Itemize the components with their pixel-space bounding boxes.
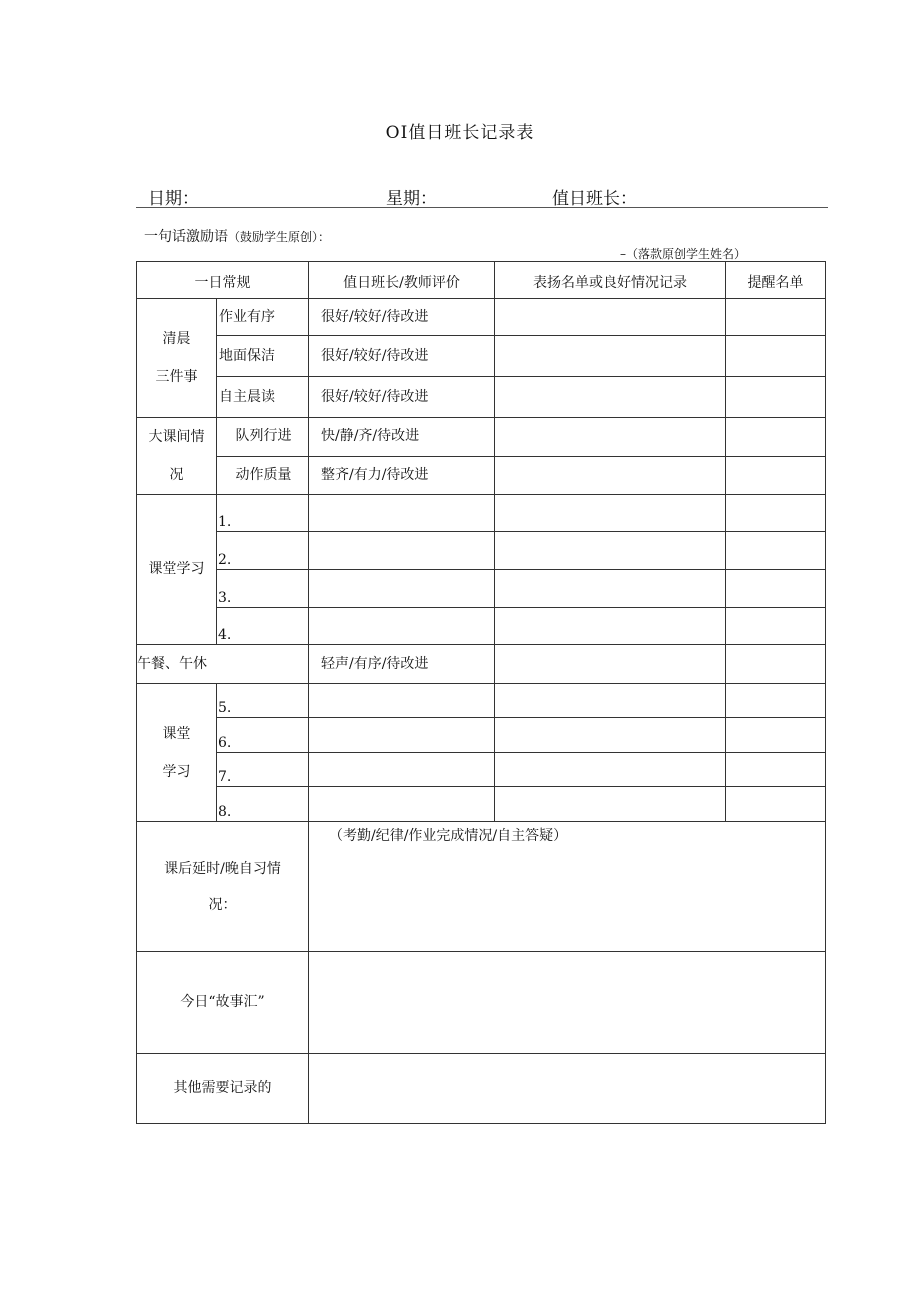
- praise-cell[interactable]: [495, 336, 726, 377]
- item-name: 队列行进: [217, 418, 309, 457]
- motto-hint: （鼓励学生原创）：: [228, 230, 331, 244]
- table-row: [137, 822, 826, 952]
- evaluation-options[interactable]: 快/静/齐/待改进: [309, 418, 495, 457]
- evaluation-cell[interactable]: [309, 570, 495, 608]
- evaluation-cell[interactable]: [309, 608, 495, 645]
- table-row: [137, 718, 826, 753]
- praise-cell[interactable]: [495, 456, 726, 495]
- reminder-cell[interactable]: [726, 299, 826, 336]
- motto-line: [144, 226, 330, 246]
- table-header-row: [137, 262, 826, 299]
- story-label: 今日“故事汇”: [137, 952, 309, 1054]
- reminder-cell[interactable]: [726, 377, 826, 418]
- item-number: 7.: [217, 753, 309, 787]
- evaluation-options[interactable]: 很好/较好/待改进: [309, 377, 495, 418]
- reminder-cell[interactable]: [726, 336, 826, 377]
- reminder-cell[interactable]: [726, 645, 826, 684]
- date-label: 日期：: [148, 189, 199, 209]
- praise-cell[interactable]: [495, 608, 726, 645]
- table-row: [137, 336, 826, 377]
- monitor-label: 值日班长：: [552, 189, 637, 209]
- lunch-label: 午餐、午休: [137, 645, 309, 684]
- evaluation-cell[interactable]: [309, 684, 495, 718]
- praise-cell[interactable]: [495, 718, 726, 753]
- weekday-label: 星期：: [386, 189, 437, 209]
- table-row: [137, 418, 826, 457]
- reminder-cell[interactable]: [726, 456, 826, 495]
- other-cell[interactable]: [309, 1054, 826, 1124]
- praise-cell[interactable]: [495, 418, 726, 457]
- header-routine: 一日常规: [137, 262, 309, 299]
- record-table: [136, 261, 826, 1124]
- praise-cell[interactable]: [495, 753, 726, 787]
- praise-cell[interactable]: [495, 377, 726, 418]
- item-number: 5.: [217, 684, 309, 718]
- group-break-line1: 大课间情: [148, 429, 205, 445]
- header-reminder-list: 提醒名单: [726, 262, 826, 299]
- evaluation-options[interactable]: 轻声/有序/待改进: [309, 645, 495, 684]
- item-number: 8.: [217, 787, 309, 822]
- item-name: 自主晨读: [217, 377, 309, 418]
- table-row: [137, 377, 826, 418]
- group-morning-line1: 清晨: [162, 331, 191, 347]
- group-morning: [137, 299, 217, 418]
- evaluation-options[interactable]: 很好/较好/待改进: [309, 336, 495, 377]
- group-break-line2: 况: [169, 467, 184, 483]
- evaluation-cell[interactable]: [309, 753, 495, 787]
- item-number: 1.: [217, 495, 309, 532]
- reminder-cell[interactable]: [726, 787, 826, 822]
- table-row: [137, 684, 826, 718]
- table-row: [137, 495, 826, 532]
- group-class-pm-line1: 课堂: [162, 725, 191, 742]
- praise-cell[interactable]: [495, 645, 726, 684]
- reminder-cell[interactable]: [726, 495, 826, 532]
- group-morning-line2: 三件事: [155, 369, 198, 385]
- item-name: 作业有序: [217, 299, 309, 336]
- praise-cell[interactable]: [495, 495, 726, 532]
- header-praise-list: 表扬名单或良好情况记录: [495, 262, 726, 299]
- item-number: 2.: [217, 532, 309, 570]
- group-class-pm: [137, 684, 217, 822]
- after-school-label-line2: 况：: [208, 896, 237, 913]
- table-row: [137, 608, 826, 645]
- table-row: [137, 787, 826, 822]
- after-school-note[interactable]: （考勤/纪律/作业完成情况/自主答疑）: [309, 822, 826, 952]
- evaluation-options[interactable]: 整齐/有力/待改进: [309, 456, 495, 495]
- table-row: [137, 532, 826, 570]
- evaluation-options[interactable]: 很好/较好/待改进: [309, 299, 495, 336]
- item-number: 3.: [217, 570, 309, 608]
- table-row: [137, 952, 826, 1054]
- praise-cell[interactable]: [495, 532, 726, 570]
- item-name: 动作质量: [217, 456, 309, 495]
- evaluation-cell[interactable]: [309, 495, 495, 532]
- evaluation-cell[interactable]: [309, 532, 495, 570]
- group-class-pm-line2: 学习: [162, 763, 191, 780]
- praise-cell[interactable]: [495, 684, 726, 718]
- page-title: OI值日班长记录表: [385, 123, 535, 143]
- table-row: [137, 753, 826, 787]
- motto-label: 一句话激励语: [144, 229, 228, 245]
- header-evaluation: 值日班长/教师评价: [309, 262, 495, 299]
- reminder-cell[interactable]: [726, 718, 826, 753]
- reminder-cell[interactable]: [726, 753, 826, 787]
- after-school-label: [137, 822, 309, 952]
- reminder-cell[interactable]: [726, 684, 826, 718]
- story-cell[interactable]: [309, 952, 826, 1054]
- reminder-cell[interactable]: [726, 608, 826, 645]
- praise-cell[interactable]: [495, 570, 726, 608]
- reminder-cell[interactable]: [726, 570, 826, 608]
- group-class-am: 课堂学习: [137, 495, 217, 645]
- after-school-label-line1: 课后延时/晚自习情: [164, 860, 281, 877]
- item-number: 4.: [217, 608, 309, 645]
- motto-signoff: –（落款原创学生姓名）: [620, 247, 747, 261]
- reminder-cell[interactable]: [726, 418, 826, 457]
- group-break: [137, 418, 217, 495]
- praise-cell[interactable]: [495, 299, 726, 336]
- evaluation-cell[interactable]: [309, 787, 495, 822]
- header-divider: [136, 207, 828, 208]
- table-row: [137, 645, 826, 684]
- item-number: 6.: [217, 718, 309, 753]
- reminder-cell[interactable]: [726, 532, 826, 570]
- table-row: [137, 456, 826, 495]
- item-name: 地面保洁: [217, 336, 309, 377]
- table-row: [137, 1054, 826, 1124]
- praise-cell[interactable]: [495, 787, 726, 822]
- other-label: 其他需要记录的: [137, 1054, 309, 1124]
- table-row: [137, 570, 826, 608]
- evaluation-cell[interactable]: [309, 718, 495, 753]
- table-row: [137, 299, 826, 336]
